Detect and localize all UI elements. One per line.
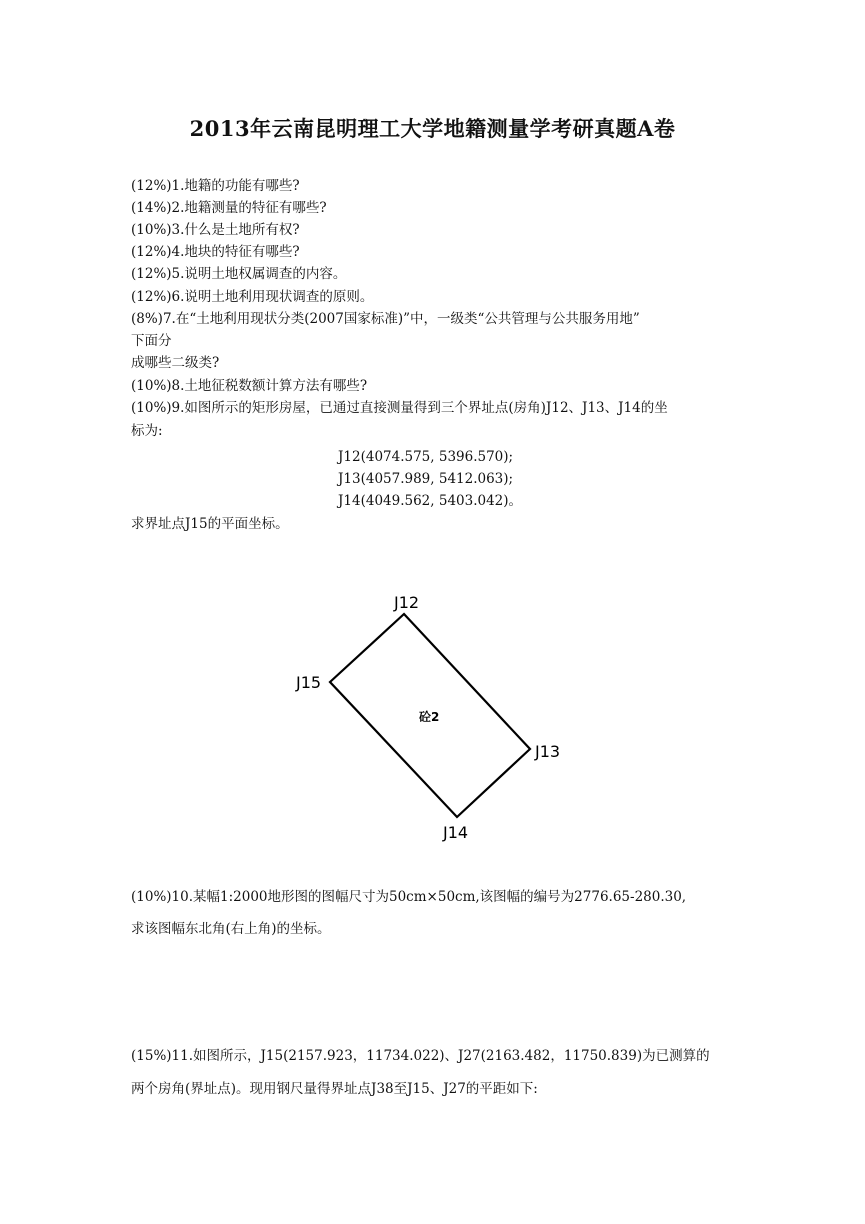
question-7-line-3: 成哪些二级类? bbox=[131, 355, 220, 371]
question-7-line-2: 下面分 bbox=[131, 333, 172, 349]
question-11-line-1: (15%)11.如图所示，J15(2157.923，11734.022)、J27(2163.482，11750.839)为已测算的 bbox=[131, 1048, 710, 1064]
question-9-line-3: 求界址点J15的平面坐标。 bbox=[131, 516, 289, 532]
question-10-line-1: (10%)10.某幅1:2000地形图的图幅尺寸为50cm×50cm,该图幅的编号为2776.65-280.30, bbox=[131, 889, 687, 905]
coordinate-j12: J12(4074.575, 5396.570); bbox=[338, 449, 514, 465]
label-j13: J13 bbox=[535, 742, 561, 761]
question-8: (10%)8.土地征税数额计算方法有哪些? bbox=[131, 378, 368, 394]
coordinate-j13: J13(4057.989, 5412.063); bbox=[338, 471, 514, 487]
question-10-line-2: 求该图幅东北角(右上角)的坐标。 bbox=[131, 921, 331, 937]
question-2: (14%)2.地籍测量的特征有哪些? bbox=[131, 200, 327, 216]
question-1: (12%)1.地籍的功能有哪些? bbox=[131, 178, 300, 194]
question-5: (12%)5.说明土地权属调查的内容。 bbox=[131, 266, 347, 282]
question-9-line-2: 标为: bbox=[131, 423, 163, 439]
rectangle-house-diagram bbox=[280, 580, 600, 850]
question-4: (12%)4.地块的特征有哪些? bbox=[131, 244, 300, 260]
label-j12: J12 bbox=[394, 593, 420, 612]
building-structure-label: 砼2 bbox=[419, 710, 440, 724]
coordinate-j14: J14(4049.562, 5403.042)。 bbox=[338, 493, 523, 509]
page-title: 2013年云南昆明理工大学地籍测量学考研真题A卷 bbox=[189, 116, 676, 141]
question-3: (10%)3.什么是土地所有权? bbox=[131, 222, 300, 238]
question-11-line-2: 两个房角(界址点)。现用钢尺量得界址点J38至J15、J27的平距如下: bbox=[131, 1081, 538, 1097]
question-6: (12%)6.说明土地利用现状调查的原则。 bbox=[131, 289, 374, 305]
question-9-line-1: (10%)9.如图所示的矩形房屋，已通过直接测量得到三个界址点(房角)J12、J13、J14的坐 bbox=[131, 400, 668, 416]
question-7-line-1: (8%)7.在“土地利用现状分类(2007国家标准)”中，一级类“公共管理与公共服务用地” bbox=[131, 311, 640, 327]
label-j14: J14 bbox=[443, 823, 469, 842]
label-j15: J15 bbox=[296, 673, 322, 692]
